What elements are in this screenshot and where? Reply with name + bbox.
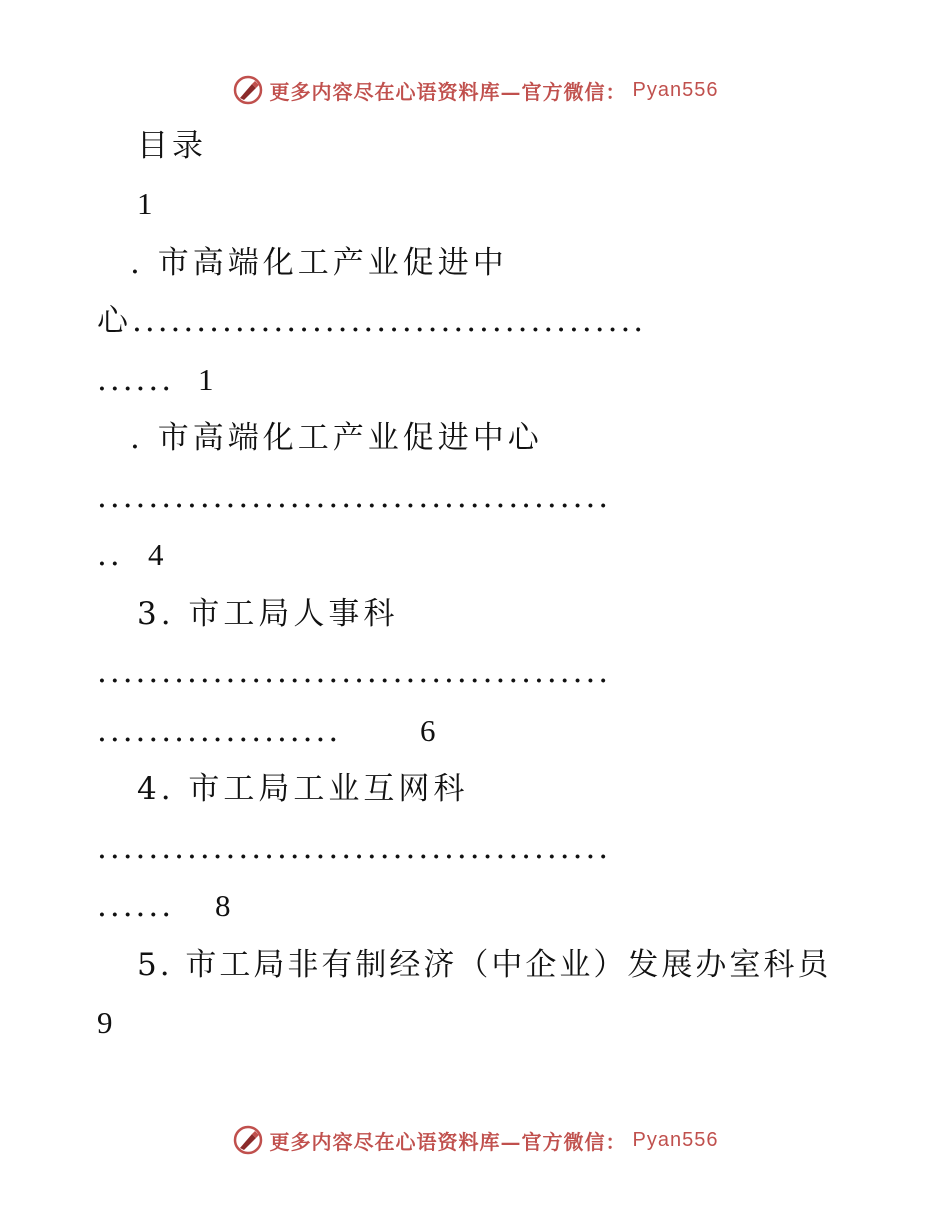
toc-entry3-title: 3. 市工局人事科 — [137, 596, 399, 632]
header-watermark-banner — [0, 70, 950, 110]
toc-entry4-page: 8 — [215, 888, 235, 923]
toc-entry2-page: 4 — [148, 537, 168, 572]
toc-entry3-leader-dots-continued: ................... — [97, 713, 342, 749]
toc-entry2-leader-dots: ........................................ — [97, 479, 612, 515]
toc-entry4-leader-dots: ........................................ — [97, 830, 612, 866]
toc-entry5-page: 9 — [97, 1005, 117, 1040]
toc-entry1-number: 1 — [137, 186, 157, 221]
toc-entry1-page: 1 — [198, 362, 218, 397]
toc-entry1-title-continued: 心 — [97, 303, 132, 339]
toc-entry1-leader-dots: ........................................ — [132, 303, 647, 339]
toc-entry1-title: . 市高端化工产业促进中 — [130, 245, 508, 281]
toc-entry3-leader-dots: ........................................ — [97, 654, 612, 690]
pen-logo-icon — [232, 1124, 264, 1156]
toc-entry3-page: 6 — [420, 713, 440, 748]
toc-entry1-leader-dots-continued: ...... — [97, 362, 175, 398]
banner-wechat-id: Pyan556 — [632, 78, 719, 101]
pen-logo-icon — [232, 74, 264, 106]
toc-heading: 目录 — [137, 128, 207, 164]
toc-entry2-leader-dots-continued: .. — [97, 537, 123, 573]
banner-text: 更多内容尽在心语资料库—官方微信： — [269, 1129, 627, 1154]
toc-entry4-leader-dots-continued: ...... — [97, 888, 175, 924]
toc-entry5-title: 5. 市工局非有制经济（中企业）发展办室科员 — [137, 947, 832, 983]
toc-entry4-title: 4. 市工局工业互网科 — [137, 771, 469, 807]
footer-watermark-banner — [0, 1120, 950, 1160]
banner-text: 更多内容尽在心语资料库—官方微信： — [269, 79, 627, 104]
toc-entry2-title: . 市高端化工产业促进中心 — [130, 420, 543, 456]
banner-wechat-id: Pyan556 — [632, 1128, 719, 1151]
